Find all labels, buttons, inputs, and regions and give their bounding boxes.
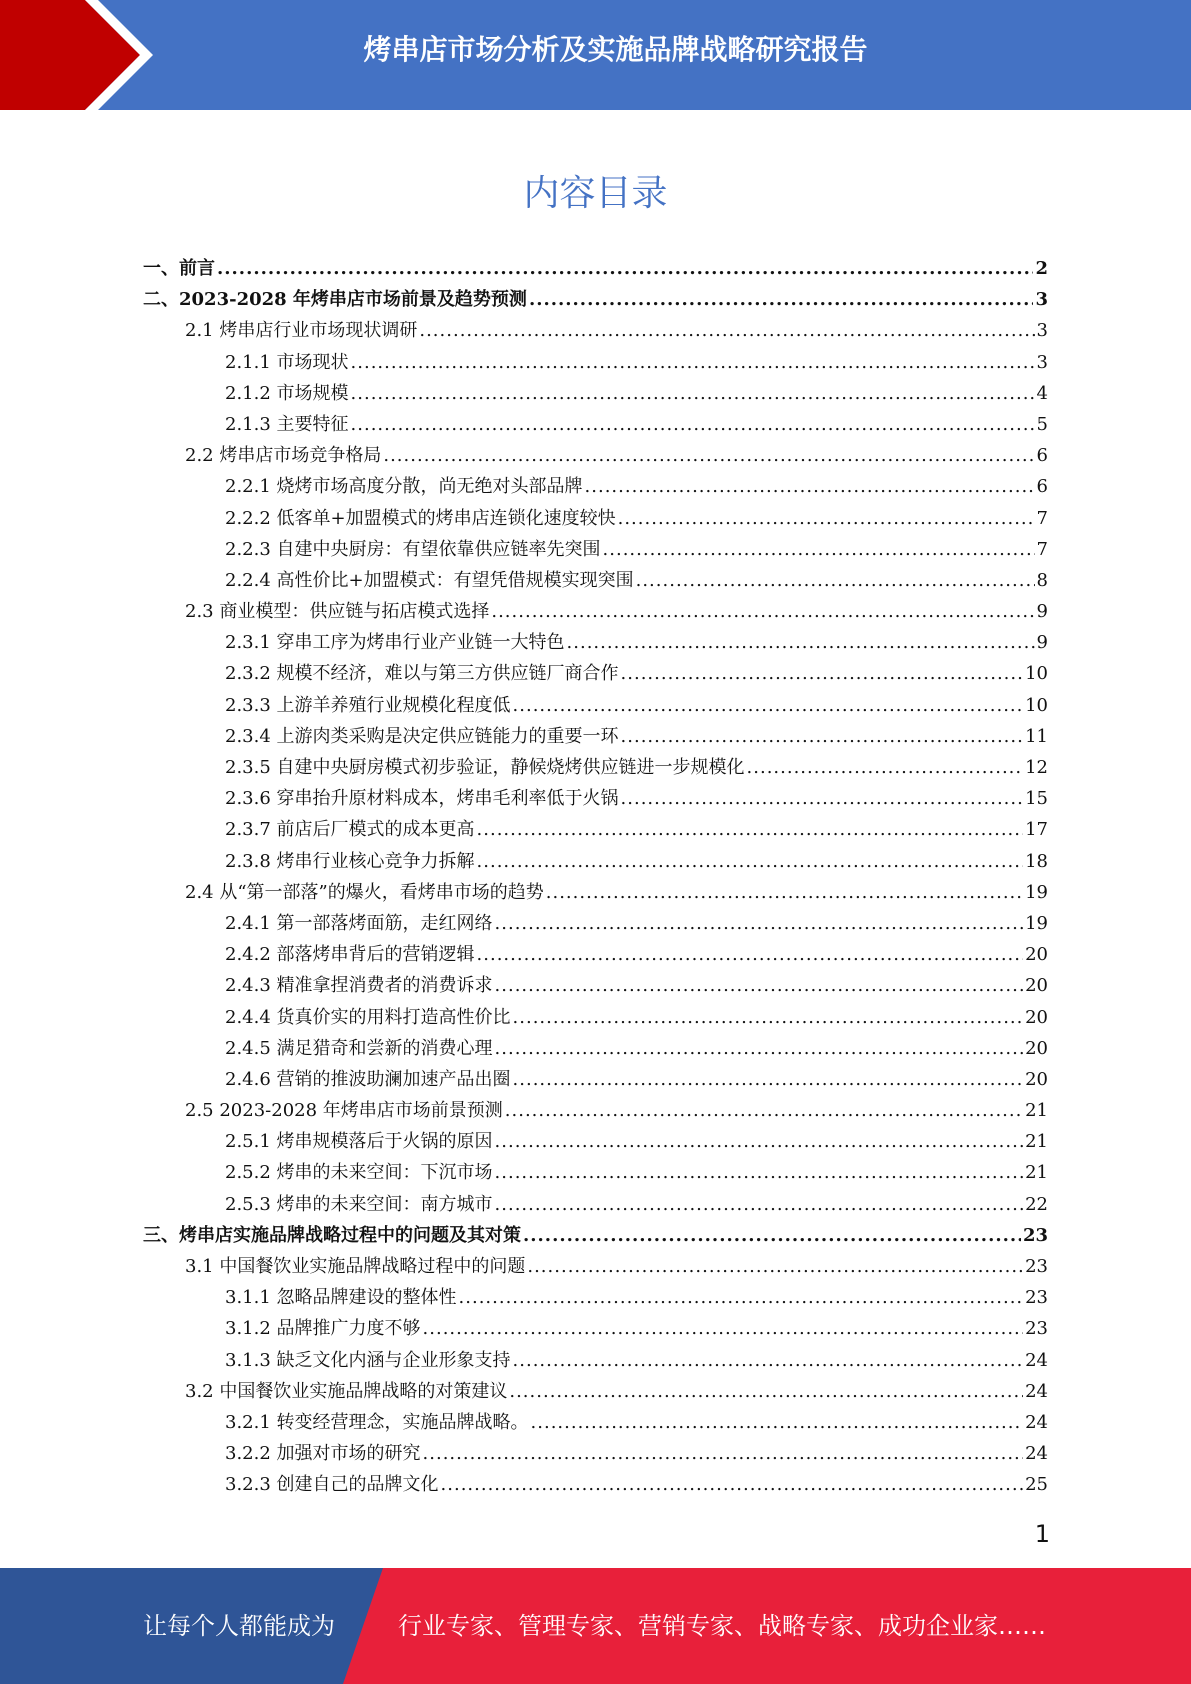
toc-entry-page: 9 (1036, 632, 1048, 654)
toc-entry[interactable] (143, 846, 1048, 877)
toc-entry-label: 2.4.2 部落烤串背后的营销逻辑 (225, 944, 475, 966)
toc-entry-label: 2.4.6 营销的推波助澜加速产品出圈 (225, 1068, 511, 1090)
toc-dot-leader (477, 814, 1024, 845)
toc-dot-leader (747, 752, 1024, 783)
toc-entry-page: 3 (1035, 289, 1048, 311)
toc-entry-page: 23 (1022, 1224, 1048, 1246)
footer-slogan-left: 让每个人都能成为 (143, 1612, 335, 1640)
toc-dot-leader (495, 1189, 1024, 1220)
toc-dot-leader (459, 1282, 1024, 1313)
toc-entry[interactable] (143, 471, 1048, 502)
toc-entry-page: 7 (1036, 538, 1048, 560)
toc-entry-page: 10 (1025, 663, 1048, 685)
toc-entry-page: 5 (1036, 413, 1048, 435)
toc-entry-page: 20 (1025, 1037, 1048, 1059)
toc-entry[interactable] (143, 1251, 1048, 1282)
toc-entry-label: 2.4.4 货真价实的用料打造高性价比 (225, 1006, 511, 1028)
toc-entry-label: 2.4.3 精准拿捏消费者的消费诉求 (225, 975, 493, 997)
toc-entry-page: 3 (1036, 320, 1048, 342)
toc-dot-leader (477, 846, 1024, 877)
toc-entry-label: 3.2.3 创建自己的品牌文化 (225, 1474, 439, 1496)
toc-entry[interactable] (143, 1469, 1048, 1500)
toc-dot-leader (383, 440, 1034, 471)
toc-entry-page: 21 (1025, 1131, 1048, 1153)
footer-slogan-right: 行业专家、管理专家、营销专家、战略专家、成功企业家…… (398, 1612, 1046, 1640)
toc-entry-label: 2.3 商业模型：供应链与拓店模式选择 (185, 601, 490, 623)
toc-dot-leader (527, 1251, 1023, 1282)
toc-entry-label: 2.3.8 烤串行业核心竞争力拆解 (225, 850, 475, 872)
toc-entry[interactable] (143, 1095, 1048, 1126)
toc-entry-page: 7 (1036, 507, 1048, 529)
toc-entry[interactable] (143, 814, 1048, 845)
toc-dot-leader (491, 596, 1034, 627)
toc-entry-page: 2 (1035, 258, 1048, 279)
toc-entry[interactable] (143, 378, 1048, 409)
toc-entry-page: 22 (1025, 1193, 1048, 1215)
toc-dot-leader (618, 503, 1035, 534)
toc-entry[interactable] (143, 1189, 1048, 1220)
toc-entry-label: 3.1.3 缺乏文化内涵与企业形象支持 (225, 1349, 511, 1371)
toc-dot-leader (603, 534, 1035, 565)
toc-dot-leader (531, 1407, 1024, 1438)
toc-entry[interactable] (143, 970, 1048, 1001)
toc-entry-label: 2.3.3 上游羊养殖行业规模化程度低 (225, 694, 511, 716)
toc-dot-leader (423, 1438, 1024, 1469)
toc-entry-page: 4 (1036, 382, 1048, 404)
toc-entry[interactable] (143, 1157, 1048, 1188)
toc-dot-leader (495, 1126, 1024, 1157)
toc-entry[interactable] (143, 253, 1048, 284)
toc-entry[interactable] (143, 1282, 1048, 1313)
header-title: 烤串店市场分析及实施品牌战略研究报告 (363, 33, 868, 66)
toc-dot-leader (217, 253, 1033, 284)
toc-entry-page: 25 (1025, 1474, 1048, 1496)
toc-dot-leader (419, 315, 1034, 346)
toc-entry[interactable] (143, 721, 1048, 752)
toc-dot-leader (513, 1345, 1024, 1376)
toc-dot-leader (351, 347, 1035, 378)
toc-entry-label: 2.1 烤串店行业市场现状调研 (185, 320, 418, 342)
toc-entry-page: 20 (1025, 975, 1048, 997)
toc-entry-page: 18 (1025, 850, 1048, 872)
footer-bar (0, 1568, 1191, 1684)
toc-dot-leader (621, 721, 1024, 752)
toc-entry[interactable] (143, 658, 1048, 689)
toc-entry-label: 2.2 烤串店市场竞争格局 (185, 445, 382, 467)
toc-entry-page: 24 (1025, 1411, 1048, 1433)
toc-dot-leader (546, 877, 1023, 908)
toc-dot-leader (513, 690, 1024, 721)
toc-entry-label: 2.5 2023-2028 年烤串店市场前景预测 (185, 1100, 503, 1122)
toc-entry-label: 2.5.2 烤串的未来空间：下沉市场 (225, 1162, 493, 1184)
toc-dot-leader (495, 970, 1024, 1001)
toc-entry-page: 23 (1025, 1318, 1048, 1340)
toc-entry[interactable] (143, 1033, 1048, 1064)
toc-entry-label: 三、烤串店实施品牌战略过程中的问题及其对策 (143, 1224, 521, 1246)
toc-dot-leader (513, 1002, 1024, 1033)
toc-entry[interactable] (143, 1126, 1048, 1157)
toc-entry-page: 6 (1036, 476, 1048, 498)
page-number: 1 (1034, 1520, 1050, 1548)
toc-entry[interactable] (143, 534, 1048, 565)
toc-entry[interactable] (143, 1376, 1048, 1407)
toc-entry-label: 2.3.5 自建中央厨房模式初步验证，静候烧烤供应链进一步规模化 (225, 757, 745, 778)
toc-entry-page: 11 (1025, 725, 1048, 747)
toc-entry-page: 20 (1025, 1006, 1048, 1028)
toc-entry-label: 2.4 从“第一部落”的爆火，看烤串市场的趋势 (185, 881, 544, 903)
toc-entry-label: 3.2.2 加强对市场的研究 (225, 1443, 421, 1465)
toc-entry[interactable] (143, 565, 1048, 596)
toc-entry-label: 2.1.2 市场规模 (225, 382, 349, 404)
toc-entry-label: 2.1.1 市场现状 (225, 351, 349, 373)
toc-entry-page: 19 (1025, 912, 1048, 934)
toc-entry[interactable] (143, 440, 1048, 471)
toc-entry[interactable] (143, 908, 1048, 939)
toc-entry-label: 2.3.4 上游肉类采购是决定供应链能力的重要一环 (225, 725, 619, 747)
toc-entry-page: 23 (1025, 1287, 1048, 1309)
toc-entry-page: 20 (1025, 1068, 1048, 1090)
toc-dot-leader (423, 1313, 1024, 1344)
toc-entry-page: 24 (1025, 1443, 1048, 1465)
toc-dot-leader (495, 908, 1024, 939)
toc-entry-page: 21 (1025, 1162, 1048, 1184)
toc-entry-label: 2.3.7 前店后厂模式的成本更高 (225, 819, 475, 841)
toc-entry-page: 20 (1025, 944, 1048, 966)
toc-dot-leader (351, 378, 1035, 409)
toc-entry-page: 3 (1036, 351, 1048, 373)
toc-entry-label: 2.1.3 主要特征 (225, 413, 349, 435)
toc-entry[interactable] (143, 877, 1048, 908)
toc-entry-label: 2.2.1 烧烤市场高度分散，尚无绝对头部品牌 (225, 476, 583, 498)
toc-entry[interactable] (143, 690, 1048, 721)
toc-dot-leader (477, 939, 1024, 970)
toc-entry-page: 24 (1025, 1380, 1048, 1402)
toc-entry[interactable] (143, 409, 1048, 440)
toc-entry-label: 一、前言 (143, 258, 215, 279)
toc-entry-page: 24 (1025, 1349, 1048, 1371)
toc-entry-label: 2.2.3 自建中央厨房：有望依靠供应链率先突围 (225, 538, 601, 560)
toc-entry[interactable] (143, 1313, 1048, 1344)
toc-entry-label: 2.3.2 规模不经济，难以与第三方供应链厂商合作 (225, 663, 619, 685)
toc-entry-page: 21 (1025, 1100, 1048, 1122)
toc-entry[interactable] (143, 627, 1048, 658)
toc-dot-leader (495, 1033, 1024, 1064)
toc-dot-leader (567, 627, 1035, 658)
toc-dot-leader (509, 1376, 1023, 1407)
toc-entry[interactable] (143, 1002, 1048, 1033)
page-title: 内容目录 (523, 173, 668, 214)
toc-entry-label: 2.3.6 穿串抬升原材料成本，烤串毛利率低于火锅 (225, 788, 619, 810)
header-bar (0, 0, 1191, 110)
toc-dot-leader (585, 471, 1035, 502)
toc-entry-label: 二、2023-2028 年烤串店市场前景及趋势预测 (143, 289, 527, 311)
toc-dot-leader (351, 409, 1035, 440)
toc-entry-page: 6 (1036, 445, 1048, 467)
toc-entry-label: 2.4.1 第一部落烤面筋，走红网络 (225, 912, 493, 934)
toc-entry-page: 12 (1025, 757, 1048, 778)
toc-dot-leader (529, 284, 1034, 315)
toc-entry[interactable] (143, 347, 1048, 378)
toc-entry-page: 15 (1025, 788, 1048, 810)
toc-entry-label: 3.1.2 品牌推广力度不够 (225, 1318, 421, 1340)
toc-dot-leader (621, 783, 1024, 814)
toc-entry[interactable] (143, 596, 1048, 627)
toc-entry[interactable] (143, 1220, 1048, 1251)
toc-entry[interactable] (143, 315, 1048, 346)
toc-entry-page: 9 (1036, 601, 1048, 623)
toc-entry[interactable] (143, 1345, 1048, 1376)
toc-entry[interactable] (143, 752, 1048, 783)
toc-entry-label: 3.2 中国餐饮业实施品牌战略的对策建议 (185, 1380, 508, 1402)
toc-dot-leader (495, 1157, 1024, 1188)
toc-entry-label: 3.1 中国餐饮业实施品牌战略过程中的问题 (185, 1256, 526, 1277)
toc-dot-leader (441, 1469, 1024, 1500)
toc-entry[interactable] (143, 1438, 1048, 1469)
toc-dot-leader (523, 1220, 1021, 1251)
toc-dot-leader (513, 1064, 1024, 1095)
toc-entry-label: 2.4.5 满足猎奇和尝新的消费心理 (225, 1037, 493, 1059)
toc-dot-leader (505, 1095, 1023, 1126)
toc-entry[interactable] (143, 1407, 1048, 1438)
toc-entry-page: 17 (1025, 819, 1048, 841)
toc-entry[interactable] (143, 939, 1048, 970)
table-of-contents (143, 253, 1048, 1501)
toc-entry-page: 10 (1025, 694, 1048, 716)
toc-entry-label: 2.5.1 烤串规模落后于火锅的原因 (225, 1131, 493, 1153)
toc-entry-label: 3.2.1 转变经营理念，实施品牌战略。 (225, 1411, 529, 1433)
toc-entry-label: 2.3.1 穿串工序为烤串行业产业链一大特色 (225, 632, 565, 654)
toc-entry[interactable] (143, 1064, 1048, 1095)
toc-entry-page: 23 (1025, 1256, 1048, 1277)
toc-entry-page: 19 (1025, 881, 1048, 903)
toc-dot-leader (621, 658, 1024, 689)
toc-entry[interactable] (143, 783, 1048, 814)
toc-entry-page: 8 (1036, 569, 1048, 591)
toc-entry-label: 2.5.3 烤串的未来空间：南方城市 (225, 1193, 493, 1215)
toc-entry-label: 2.2.4 高性价比+加盟模式：有望凭借规模实现突围 (225, 569, 634, 591)
toc-entry-label: 2.2.2 低客单+加盟模式的烤串店连锁化速度较快 (225, 507, 616, 529)
toc-entry-label: 3.1.1 忽略品牌建设的整体性 (225, 1287, 457, 1309)
toc-entry[interactable] (143, 503, 1048, 534)
toc-entry[interactable] (143, 284, 1048, 315)
toc-dot-leader (636, 565, 1035, 596)
